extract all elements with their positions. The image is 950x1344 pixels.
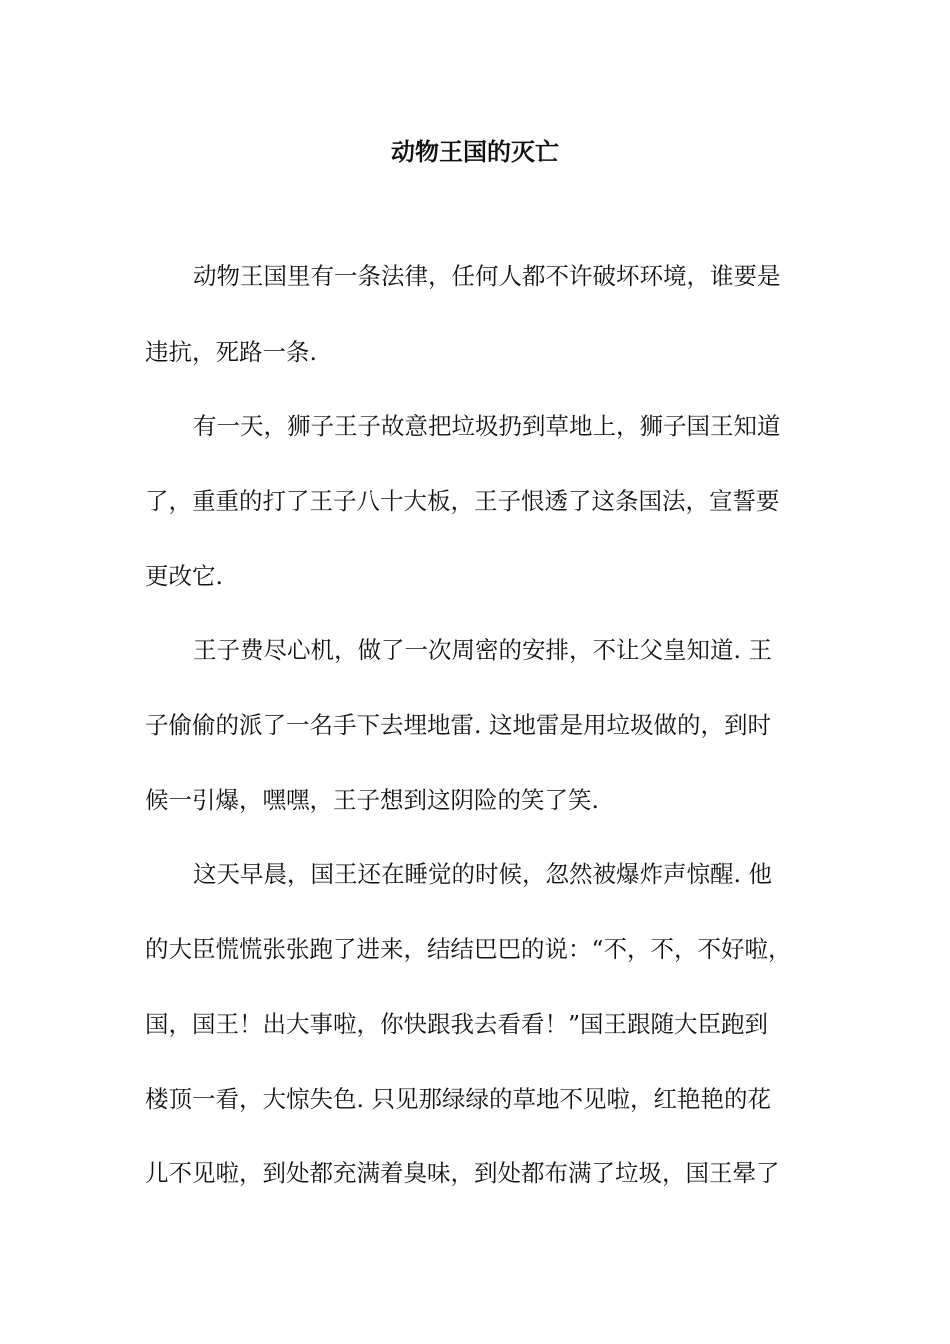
paragraph-line: 国，国王！出大事啦，你快跟我去看看！”国王跟随大臣跑到 xyxy=(145,1010,769,1038)
paragraph-line: 子偷偷的派了一名手下去埋地雷. 这地雷是用垃圾做的，到时 xyxy=(145,711,771,739)
document-title: 动物王国的灭亡 xyxy=(391,137,559,166)
paragraph-line: 违抗，死路一条. xyxy=(145,338,317,366)
paragraph-line: 动物王国里有一条法律，任何人都不许破坏环境，谁要是 xyxy=(193,262,781,290)
paragraph-line: 儿不见啦，到处都充满着臭味，到处都布满了垃圾，国王晕了 xyxy=(145,1159,780,1187)
paragraph-line: 王子费尽心机，做了一次周密的安排，不让父皇知道. 王 xyxy=(193,636,772,664)
paragraph-line: 这天早晨，国王还在睡觉的时候，忽然被爆炸声惊醒. 他 xyxy=(193,860,772,888)
paragraph-line: 的大臣慌慌张张跑了进来，结结巴巴的说：“不，不，不好啦， xyxy=(145,935,792,963)
paragraph-line: 楼顶一看，大惊失色. 只见那绿绿的草地不见啦，红艳艳的花 xyxy=(145,1085,771,1113)
paragraph-line: 有一天，狮子王子故意把垃圾扔到草地上，狮子国王知道 xyxy=(193,412,781,440)
paragraph-line: 更改它. xyxy=(145,562,223,590)
paragraph-line: 候一引爆，嘿嘿，王子想到这阴险的笑了笑. xyxy=(145,786,599,814)
paragraph-line: 了，重重的打了王子八十大板，王子恨透了这条国法，宣誓要 xyxy=(145,487,780,515)
